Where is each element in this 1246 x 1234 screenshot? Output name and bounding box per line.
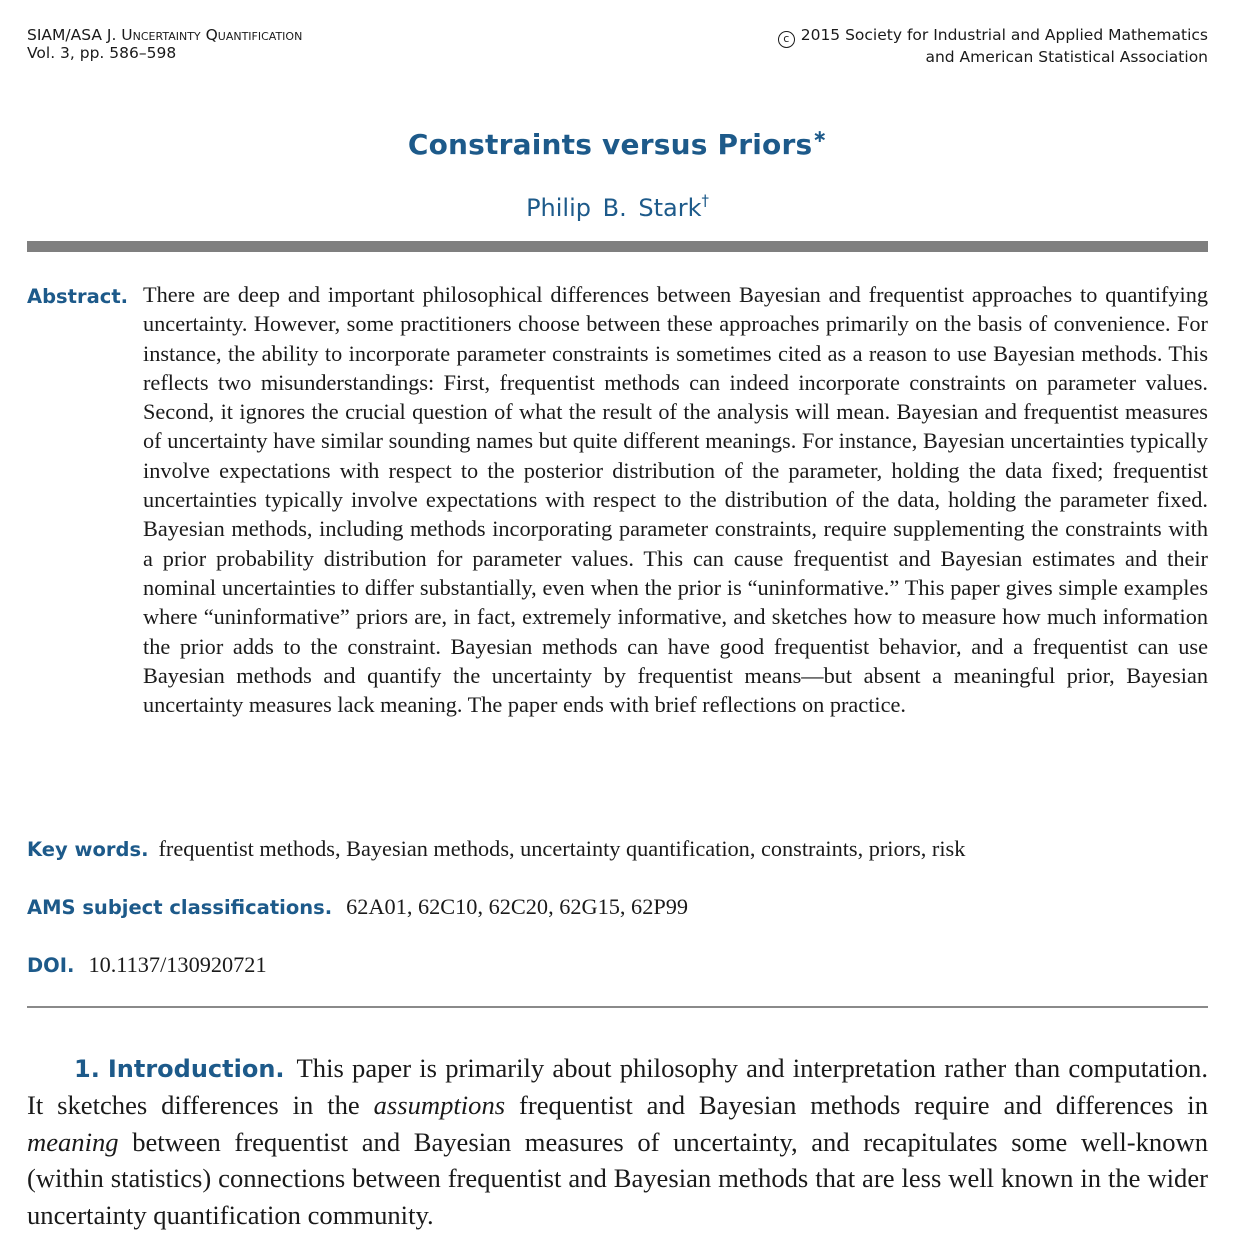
journal-prefix: SIAM/ASA J. <box>27 26 122 44</box>
abstract-text: There are deep and important philosophical differences between Bayesian and frequentist approaches to quantifying uncertainty. However, some practitioners choose between these approaches primarily on the basis of convenience. For instance, the ability to incorporate parameter constraints is sometimes cited as a reason to use Bayesian methods. This reflects two misunderstandings: First, frequentist methods can indeed incorporate constraints on parameter values. Second, it ignores the crucial question of what the result of the analysis will mean. Bayesian and frequentist measures of uncertainty have similar sounding names but quite different meanings. For instance, Bayesian uncertainties typically involve expectations with respect to the posterior distribution of the parameter, holding the data fixed; frequentist uncertainties typically involve expectations with respect to the distribution of the data, holding the parameter fixed. Bayesian methods, including methods incorporating parameter constraints, require supplementing the constraints with a prior probability distribution for parameter values. This can cause frequentist and Bayesian estimates and their nominal uncertainties to differ substantially, even when the prior is “uninformative.” This paper gives simple examples where “uninformative” priors are, in fact, extremely informative, and sketches how to measure how much information the prior adds to the constraint. Bayesian methods can have good frequentist behavior, and a frequentist can use Bayesian methods and quantify the uncertainty by frequentist means—but absent a meaningful prior, Bayesian uncertainty measures lack meaning. The paper ends with brief reflections on practice. <box>143 282 1208 718</box>
ams-label: AMS subject classifications. <box>27 896 333 919</box>
doi-value: 10.1137/130920721 <box>88 952 267 977</box>
title-text: Constraints versus Priors <box>407 128 813 161</box>
author-footnote-mark: † <box>701 191 709 210</box>
introduction-section <box>27 1050 1208 1233</box>
keywords-line <box>27 836 1208 862</box>
copyright-line-1 <box>778 26 1208 48</box>
title-divider <box>27 241 1208 252</box>
paper-author <box>27 192 1208 224</box>
journal-name: Uncertainty Quantification <box>121 26 303 44</box>
section-number: 1. <box>74 1055 100 1083</box>
copyright-icon: c <box>778 31 795 48</box>
ams-classification-line <box>27 894 1208 920</box>
intro-text-1: This paper is primarily about philosophy and interpretation rather than computation. It sketches differences in the <box>27 1053 1208 1121</box>
keywords-label: Key words. <box>27 838 149 861</box>
intro-text-3: between frequentist and Bayesian measures of uncertainty, and recapitulates some well-known (within statistics) connections between frequentist and Bayesian methods that are less well known in the wider uncertainty quantification community. <box>27 1126 1208 1230</box>
journal-name-line <box>27 26 302 44</box>
copyright-line-2: and American Statistical Association <box>925 48 1208 66</box>
journal-citation <box>27 26 302 62</box>
section-title: Introduction. <box>107 1055 285 1083</box>
author-name: Philip B. Stark <box>526 194 702 222</box>
copyright-notice <box>778 26 1208 66</box>
introduction-heading <box>74 1055 285 1083</box>
doi-label: DOI. <box>27 954 75 977</box>
abstract-label: Abstract. <box>27 285 129 308</box>
doi-line <box>27 952 1208 978</box>
copyright-text: 2015 Society for Industrial and Applied Mathematics <box>800 26 1208 44</box>
paper-page <box>27 0 1208 1234</box>
intro-text-2: frequentist and Bayesian methods require and differences in <box>505 1090 1208 1121</box>
intro-emphasis-meaning: meaning <box>27 1126 119 1157</box>
keywords-value: frequentist methods, Bayesian methods, uncertainty quantification, constraints, priors, risk <box>158 836 966 861</box>
section-divider <box>27 1006 1208 1008</box>
volume-pages: Vol. 3, pp. 586–598 <box>27 44 177 62</box>
ams-value: 62A01, 62C10, 62C20, 62G15, 62P99 <box>346 894 689 919</box>
paper-title <box>27 127 1208 163</box>
title-footnote-mark: ∗ <box>812 126 828 147</box>
intro-emphasis-assumptions: assumptions <box>373 1090 506 1121</box>
